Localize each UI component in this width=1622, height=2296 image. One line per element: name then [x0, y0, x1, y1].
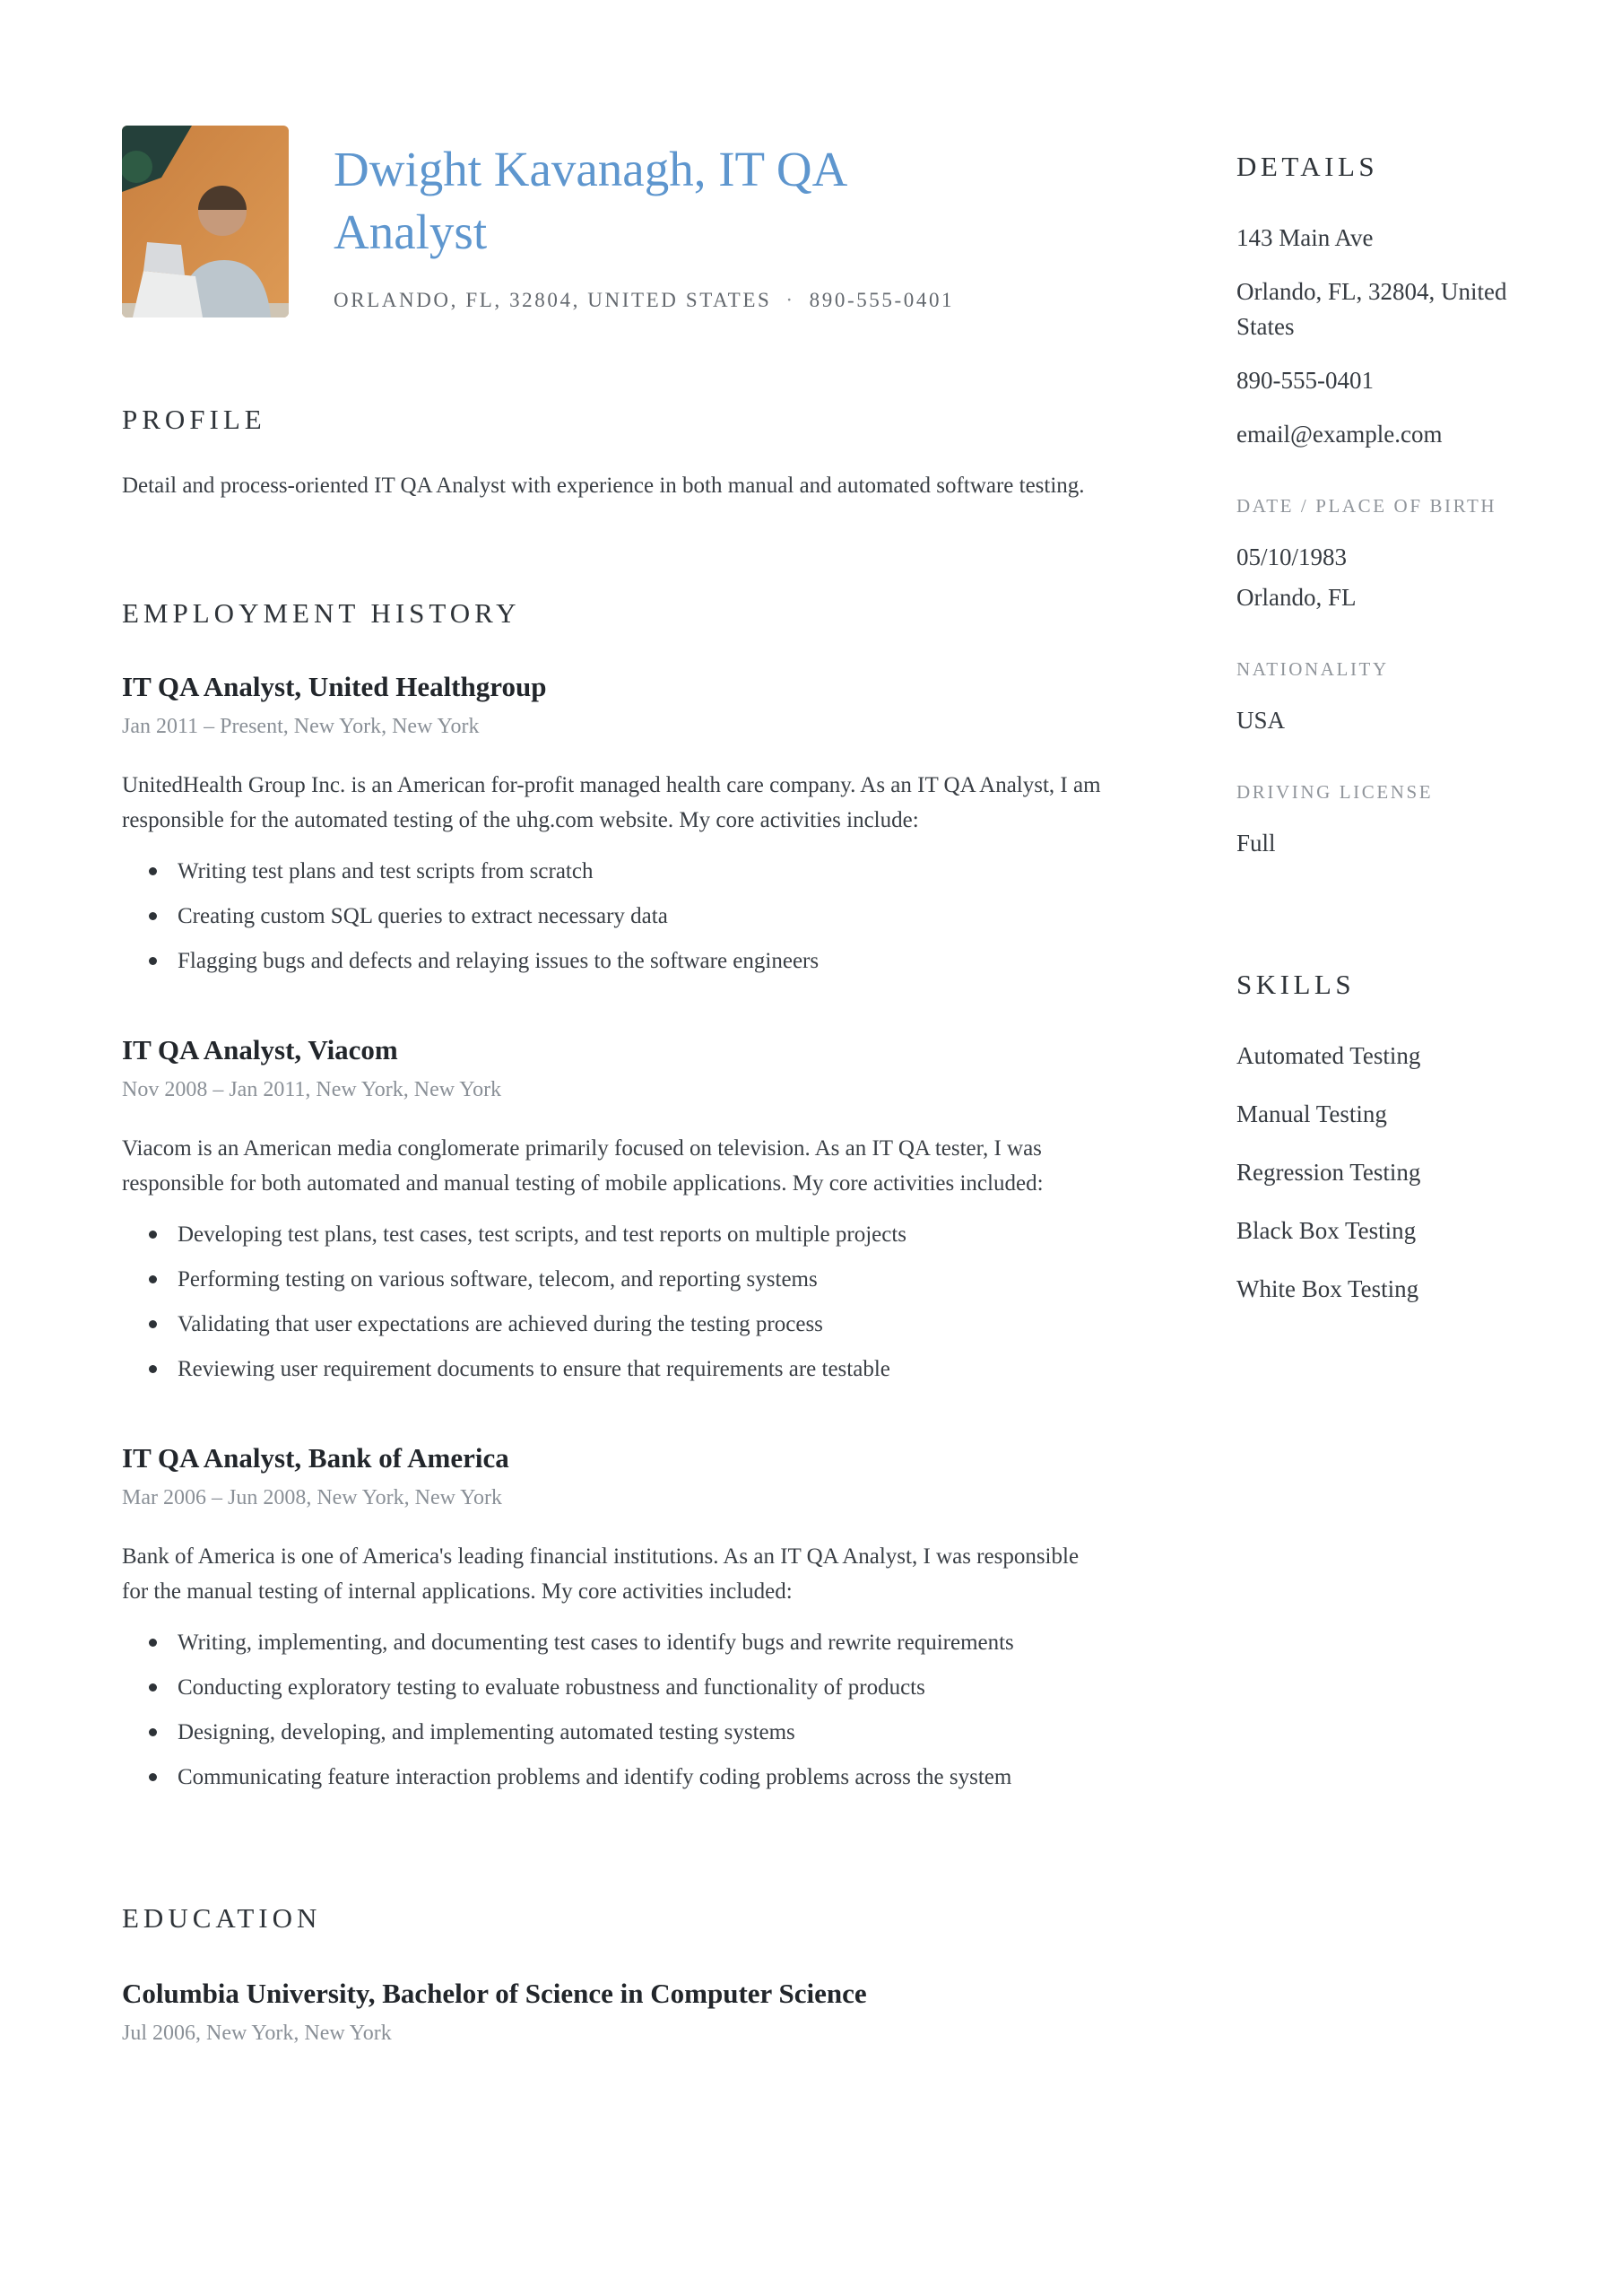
address-line-1: 143 Main Ave	[1236, 224, 1374, 251]
nationality-value: USA	[1236, 707, 1286, 735]
contact-line	[334, 289, 954, 312]
bullet-item: Writing test plans and test scripts from scratch	[122, 855, 1104, 889]
bullet-item: Creating custom SQL queries to extract necessary data	[122, 900, 1104, 934]
contact-phone: 890-555-0401	[809, 288, 955, 311]
profile-section	[122, 404, 1104, 504]
job-title: IT QA Analyst, Viacom	[122, 1033, 398, 1065]
job-entry-bank-of-america	[122, 1442, 1104, 1795]
main-column	[122, 126, 1104, 2074]
bullet-item: Conducting exploratory testing to evaluate robustness and functionality of products	[122, 1671, 1104, 1705]
profile-photo	[122, 126, 289, 317]
profile-heading: PROFILE	[122, 404, 266, 435]
name-title: Dwight Kavanagh, IT QA Analyst	[334, 142, 846, 259]
education-dates: Jul 2006, New York, New York	[122, 2021, 392, 2045]
bullet-item: Performing testing on various software, telecom, and reporting systems	[122, 1263, 1104, 1297]
bullet-item: Flagging bugs and defects and relaying issues to the software engineers	[122, 944, 1104, 978]
bullet-item: Designing, developing, and implementing automated testing systems	[122, 1716, 1104, 1750]
job-bullet-list	[122, 1626, 1104, 1795]
job-bullet-list	[122, 855, 1104, 978]
profile-photo-image	[122, 126, 289, 317]
driving-license-label: DRIVING LICENSE	[1236, 781, 1434, 804]
job-dates: Nov 2008 – Jan 2011, New York, New York	[122, 1077, 502, 1101]
education-heading: EDUCATION	[122, 1901, 322, 1934]
driving-license-value: Full	[1236, 830, 1276, 857]
phone-number: 890-555-0401	[1236, 366, 1374, 394]
details-heading: DETAILS	[1236, 151, 1379, 182]
job-title: IT QA Analyst, Bank of America	[122, 1441, 509, 1474]
job-description: Bank of America is one of America's leading financial institutions. As an IT QA Analyst, I was responsible for the manual testing of internal applications. My core activities included:	[122, 1544, 1080, 1604]
bullet-item: Communicating feature interaction problems and identify coding problems across the system	[122, 1761, 1104, 1795]
bullet-item: Developing test plans, test cases, test scripts, and test reports on multiple projects	[122, 1218, 1104, 1252]
skill-item: Manual Testing	[1236, 1100, 1387, 1127]
birth-date: 05/10/1983	[1236, 543, 1348, 570]
bullet-item: Validating that user expectations are achieved during the testing process	[122, 1308, 1104, 1342]
education-title: Columbia University, Bachelor of Science in Computer Science	[122, 1977, 867, 2009]
address-line-2: Orlando, FL, 32804, United States	[1236, 278, 1507, 340]
job-dates: Jan 2011 – Present, New York, New York	[122, 714, 480, 738]
resume-header	[122, 126, 1104, 317]
nationality-label: NATIONALITY	[1236, 658, 1389, 681]
contact-location: ORLANDO, FL, 32804, UNITED STATES	[334, 288, 772, 311]
bullet-item: Reviewing user requirement documents to ensure that requirements are testable	[122, 1352, 1104, 1387]
job-description: Viacom is an American media conglomerate primarily focused on television. As an IT QA tester, I was responsible for both automated and manual testing of mobile applications. My core activities included:	[122, 1135, 1044, 1196]
header-text	[334, 126, 954, 317]
sidebar	[1236, 126, 1532, 2074]
job-entry-united-healthgroup	[122, 671, 1104, 978]
contact-separator: ·	[785, 288, 795, 311]
employment-heading: EMPLOYMENT HISTORY	[122, 596, 521, 629]
skills-heading: SKILLS	[1236, 968, 1356, 1000]
birth-place: Orlando, FL	[1236, 584, 1357, 612]
job-dates: Mar 2006 – Jun 2008, New York, New York	[122, 1485, 503, 1509]
profile-text: Detail and process-oriented IT QA Analyst with experience in both manual and automated software testing.	[122, 474, 1085, 498]
education-entry	[122, 1978, 1104, 2046]
job-description: UnitedHealth Group Inc. is an American for-profit managed health care company. As an IT QA Analyst, I am responsible for the automated testing of the uhg.com website. My core activities include:	[122, 772, 1101, 832]
skill-item: Black Box Testing	[1236, 1216, 1417, 1244]
employment-section	[122, 597, 1104, 1795]
skill-item: Automated Testing	[1236, 1041, 1421, 1069]
birth-label: DATE / PLACE OF BIRTH	[1236, 494, 1497, 517]
job-entry-viacom	[122, 1034, 1104, 1387]
job-title: IT QA Analyst, United Healthgroup	[122, 670, 547, 702]
email-address: email@example.com	[1236, 421, 1443, 448]
job-bullet-list	[122, 1218, 1104, 1387]
skill-item: Regression Testing	[1236, 1158, 1421, 1186]
bullet-item: Writing, implementing, and documenting test cases to identify bugs and rewrite requirements	[122, 1626, 1104, 1660]
education-section	[122, 1902, 1104, 2046]
skill-item: White Box Testing	[1236, 1274, 1419, 1302]
